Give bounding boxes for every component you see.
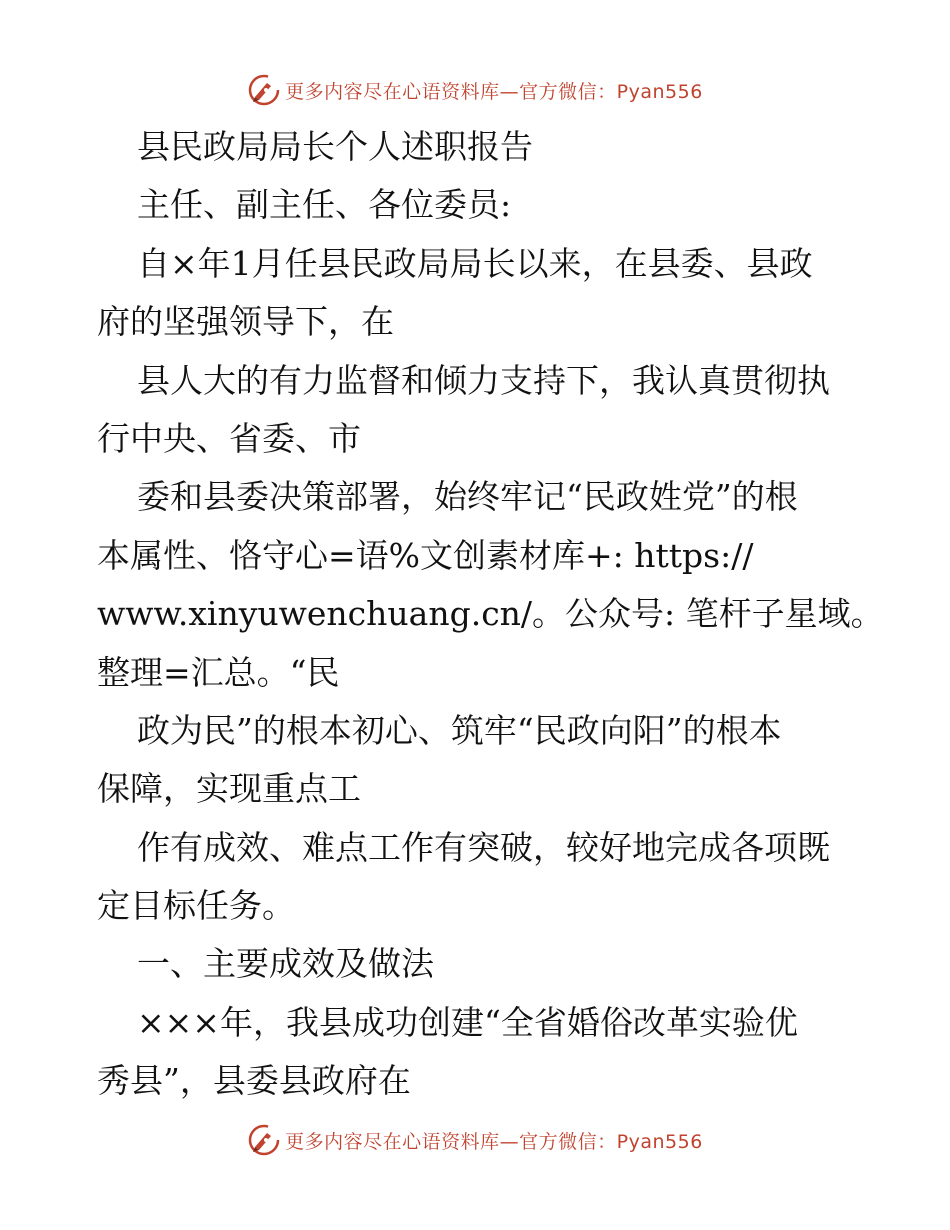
document-line: 定目标任务。 [97, 886, 295, 926]
footer-banner-text: 更多内容尽在心语资料库—官方微信：Pyan556 [285, 1130, 703, 1153]
document-line: 行中央、省委、市 [97, 418, 361, 458]
document-line: 秀县”，县委县政府在 [97, 1061, 411, 1101]
document-line: 保障，实现重点工 [97, 769, 361, 809]
document-line: 政为民”的根本初心、筑牢“民政向阳”的根本 [137, 710, 782, 750]
pen-circle-logo-icon [247, 73, 281, 107]
document-line: 主任、副主任、各位委员: [137, 185, 512, 225]
document-line: 府的坚强领导下，在 [97, 302, 394, 342]
document-line: 县人大的有力监督和倾力支持下，我认真贯彻执 [137, 360, 830, 400]
document-line: ×××年，我县成功创建“全省婚俗改革实验优 [137, 1002, 798, 1042]
document-line: 本属性、恪守心=语%文创素材库+: https:// [97, 535, 754, 575]
document-line: 自×年1月任县民政局局长以来，在县委、县政 [137, 243, 813, 283]
document-body [97, 118, 884, 1111]
document-line: 委和县委决策部署，始终牢记“民政姓党”的根 [137, 477, 798, 517]
document-line: 县民政局局长个人述职报告 [137, 127, 533, 166]
header-banner-text: 更多内容尽在心语资料库—官方微信：Pyan556 [285, 80, 703, 103]
document-line: www.xinyuwenchuang.cn/。公众号: 笔杆子星域。 [97, 594, 884, 634]
document-line: 整理=汇总。“民 [97, 652, 340, 692]
document-line: 一、主要成效及做法 [137, 944, 434, 984]
document-line: 作有成效、难点工作有突破，较好地完成各项既 [137, 827, 830, 867]
footer-banner [0, 1120, 950, 1160]
header-banner [0, 70, 950, 110]
pen-circle-logo-icon [247, 1123, 281, 1157]
